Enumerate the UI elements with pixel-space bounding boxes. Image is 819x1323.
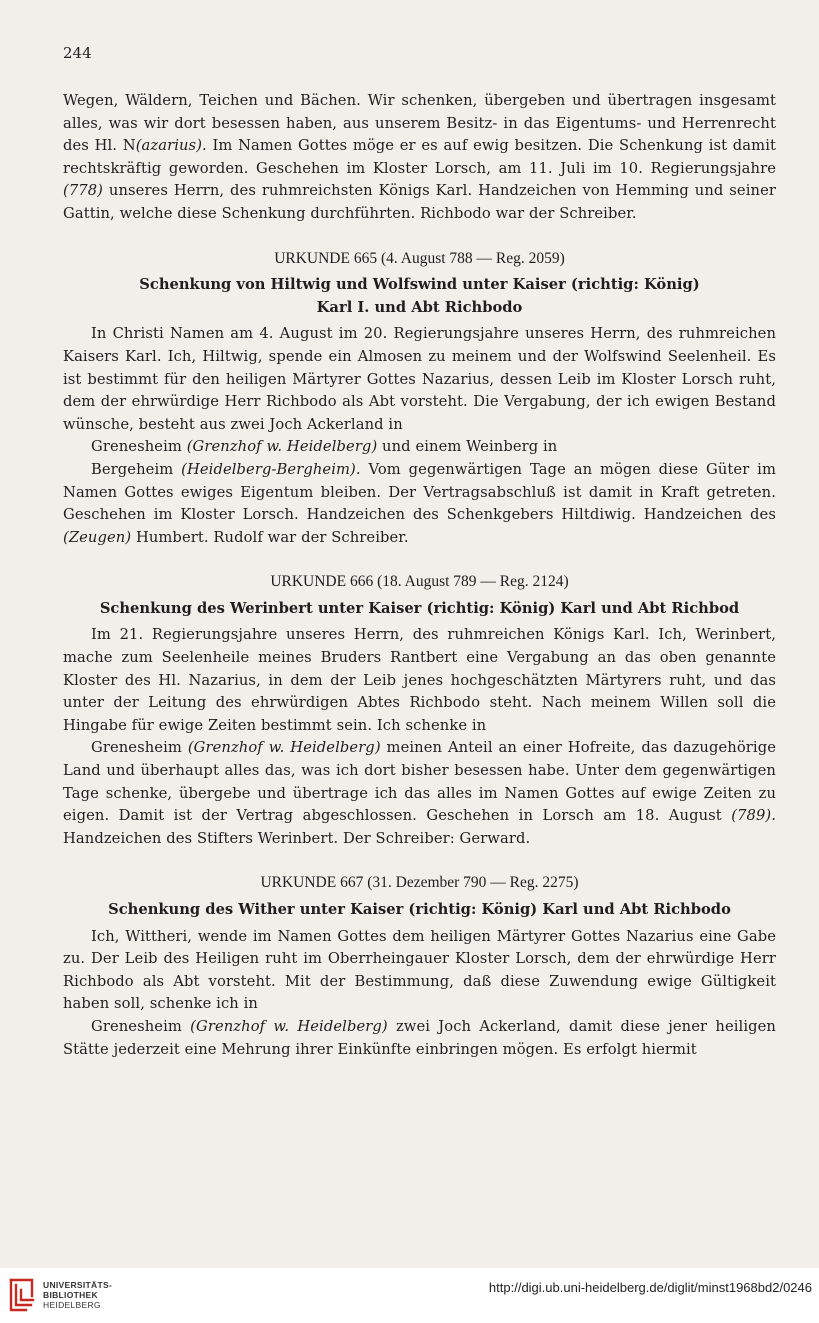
logo-line-1: UNIVERSITÄTS- [43, 1280, 113, 1290]
urkunde-666-paragraph-1: Im 21. Regierungsjahre unseres Herrn, des ruhmreichen Königs Karl. Ich, Werinbert, mache zum Seelenheile meines Bruders Rantbert eine Vergabung an das oben genannte Kloster des Hl. Nazarius, in dem der Leib jenes hochgeschätzten Märtyrers ruht, und das unter der Leitung des ehrwürdigen Abtes Richbodo steht. Nach meinem Willen soll die Hingabe für ewige Zeiten bestimmt sein. Ich schenke in [63, 626, 776, 734]
urkunde-667-heading: URKUNDE 667 (31. Dezember 790 — Reg. 2275) [260, 874, 579, 892]
urkunde-667-paragraph-1: Ich, Wittheri, wende im Namen Gottes dem heiligen Märtyrer Gottes Nazarius eine Gabe zu. Der Leib des Heiligen ruht im Oberrheingauer Kloster Lorsch, dem der ehrwürdige Herr Richbodo als Abt vorsteht. Mit der Bestimmung, daß diese Zuwendung ewige Gültigkeit haben soll, schenke ich in [63, 927, 776, 1013]
urkunde-665-paragraph-1: In Christi Namen am 4. August im 20. Regierungsjahre unseres Herrn, des ruhmreichen Kaisers Karl. Ich, Hiltwig, spende ein Almosen zu meinem und der Wolfswind Seelenheil. Es ist bestimmt für den heiligen Märtyrer Gottes Nazarius, dessen Leib im Kloster Lorsch ruht, dem der ehrwürdige Herr Richbodo als Abt vorsteht. Die Vergabung, der ich ewigen Bestand wünsche, besteht aus zwei Joch Ackerland in [63, 325, 776, 433]
u665-p3e: Humbert. Rudolf war der Schreiber. [131, 528, 409, 546]
u666-p2c: meinen Anteil an einer Hofreite, das dazugehörige Land und überhaupt alles das, was ich dort bisher besessen habe. Unter dem gegenwärtigen Tage schenke, übergebe und übertrage ich das alles im Namen Gottes auf ewige Zeiten zu eigen. Damit ist der Vertrag abgeschlossen. Geschehen in Lorsch am 18. August [63, 739, 776, 825]
urkunde-665-title-line1: Schenkung von Hiltwig und Wolfswind unter Kaiser (richtig: König) [139, 276, 700, 294]
intro-text-e: unseres Herrn, des ruhmreichsten Königs Karl. Handzeichen von Hemming und seiner Gattin, welche diese Schenkung durchführten. Richbodo war der Schreiber. [63, 182, 776, 222]
u666-p2b: (Grenzhof w. Heidelberg) [187, 739, 381, 757]
page-number: 244 [63, 44, 92, 62]
urkunde-665-paragraph-3 [63, 459, 776, 549]
u665-p3c: Vom gegenwärtigen Tage an mögen diese Güter im Namen Gottes ewiges Eigentum bleiben. Der Vertragsabschluß ist damit in Kraft getreten. Geschehen im Kloster Lorsch. Handzeichen des Schenkgebers Hiltdiwig. Handzeichen des [63, 460, 777, 524]
u665-p2b: (Grenzhof w. Heidelberg) [186, 438, 378, 456]
intro-paragraph [63, 90, 776, 226]
u665-p3b: (Heidelberg-Bergheim). [181, 460, 361, 478]
logo-line-3: HEIDELBERG [43, 1300, 101, 1310]
u665-p2c: und einem Weinberg in [377, 438, 558, 456]
intro-text-d: (778) [63, 182, 103, 200]
university-library-logo-icon[interactable] [8, 1276, 36, 1316]
u665-p3d: (Zeugen) [63, 528, 132, 546]
u666-p2e: Handzeichen des Stifters Werinbert. Der Schreiber: Gerward. [63, 829, 531, 847]
urkunde-667-paragraph-2 [63, 1016, 776, 1061]
urkunde-666-paragraph-2 [63, 737, 776, 850]
u666-p2a: Grenesheim [91, 739, 188, 757]
urkunde-665-paragraph-2 [63, 436, 776, 459]
intro-text-a: Wegen, Wäldern, Teichen und Bächen. Wir schenken, übergeben und übertragen insgesamt alles, was wir dort besessen haben, aus unserem Besitz- in das Eigentums- und Herrenrecht des Hl. N [63, 92, 776, 155]
u665-p2a: Grenesheim [91, 438, 187, 456]
logo-line-2: BIBLIOTHEK [43, 1290, 98, 1300]
urkunde-665-title-line2: Karl I. und Abt Richbodo [316, 298, 523, 316]
urkunde-666-title: Schenkung des Werinbert unter Kaiser (richtig: König) Karl und Abt Richbod [99, 599, 740, 617]
page-body [63, 90, 776, 1061]
intro-text-c: Im Namen Gottes möge er es auf ewig besitzen. Die Schenkung ist damit rechtskräftig geworden. Geschehen im Kloster Lorsch, am 11. Juli im 10. Regierungsjahre [63, 137, 776, 177]
u667-p2b: (Grenzhof w. Heidelberg) [190, 1017, 388, 1035]
urkunde-667-title: Schenkung des Wither unter Kaiser (richtig: König) Karl und Abt Richbodo [108, 901, 731, 918]
u667-p2c: zwei Joch Ackerland, damit diese jener heiligen Stätte jederzeit eine Mehrung ihrer Einkünfte einbringen mögen. Es erfolgt hiermit [63, 1017, 776, 1058]
urkunde-665-heading: URKUNDE 665 (4. August 788 — Reg. 2059) [274, 249, 565, 267]
urkunde-666-heading: URKUNDE 666 (18. August 789 — Reg. 2124) [270, 573, 569, 591]
permalink-url[interactable]: http://digi.ub.uni-heidelberg.de/diglit/minst1968bd2/0246 [488, 1280, 812, 1295]
intro-text-b: (azarius). [135, 137, 207, 155]
u667-p2a: Grenesheim [91, 1017, 191, 1035]
library-logo-text [43, 1280, 133, 1310]
u666-p2d: (789). [731, 807, 776, 825]
u665-p3a: Bergeheim [91, 460, 182, 478]
